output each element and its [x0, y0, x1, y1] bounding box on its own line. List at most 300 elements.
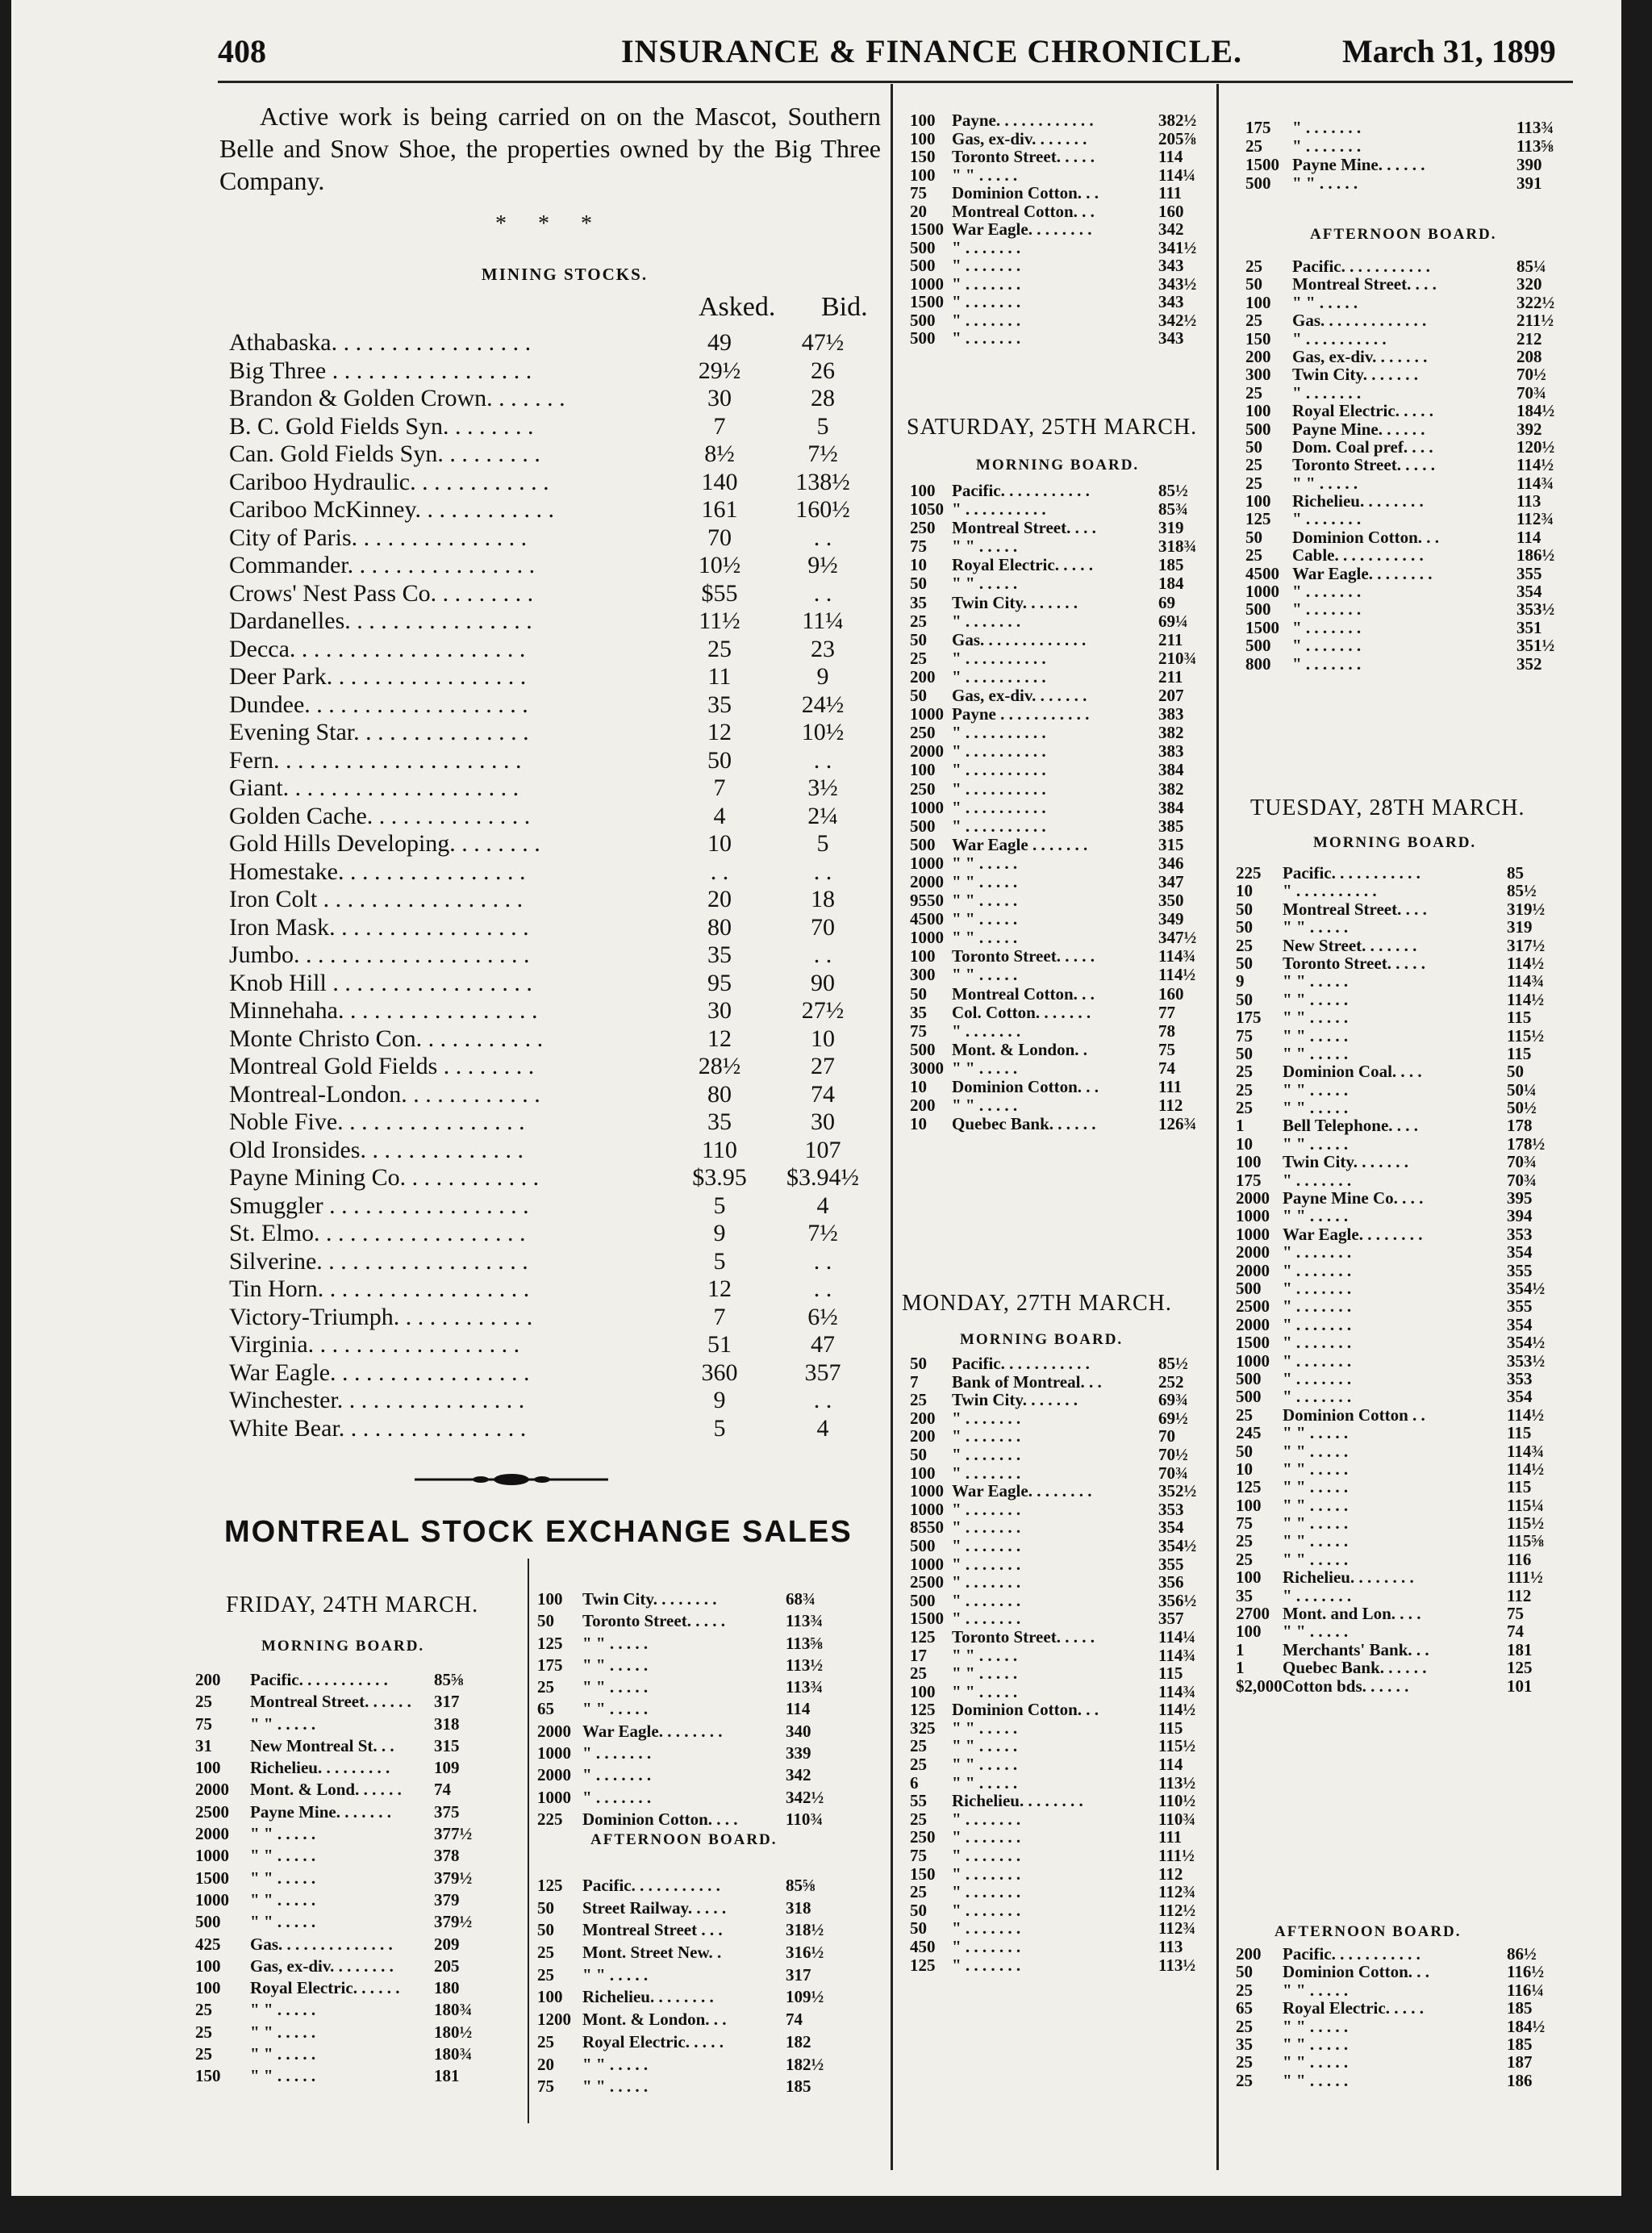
- sale-quantity: 25: [1236, 1404, 1253, 1425]
- sale-quantity: 50: [537, 1897, 554, 1918]
- sale-stock: " " . . . . .: [952, 965, 1018, 985]
- sale-stock: " . . . . . . . . . .: [952, 778, 1046, 799]
- sale-quantity: 245: [1236, 1423, 1262, 1443]
- sale-stock: Montreal Cotton. . .: [952, 201, 1095, 221]
- sale-stock: Montreal Street. . . .: [952, 518, 1096, 538]
- sale-quantity: 1000: [195, 1889, 229, 1910]
- sale-stock: Royal Electric. . . . .: [1283, 1998, 1424, 2018]
- stock-name: War Eagle. . . . . . . . . . . . . . . . .: [229, 1359, 530, 1386]
- sale-stock: " . . . . . . .: [952, 1408, 1021, 1428]
- sale-price: 353: [1158, 1499, 1184, 1519]
- sale-price: 353½: [1507, 1350, 1546, 1371]
- sale-price: 356½: [1158, 1590, 1197, 1610]
- sale-stock: Payne. . . . . . . . . . . .: [952, 111, 1094, 130]
- sale-quantity: 35: [1236, 2034, 1253, 2054]
- bid-price: . .: [813, 1247, 832, 1275]
- sale-stock: " . . . . . . .: [1283, 1278, 1352, 1298]
- sale-stock: Richelieu. . . . . . . . .: [250, 1758, 390, 1778]
- sale-stock: Mont. & London. . .: [582, 2010, 727, 2030]
- bid-price: 160½: [795, 496, 850, 523]
- sale-stock: Payne Mine. . . . . .: [1292, 155, 1425, 174]
- stock-name: Payne Mining Co. . . . . . . . . . . .: [229, 1164, 540, 1191]
- sale-quantity: 1000: [910, 1499, 944, 1519]
- sale-quantity: 25: [1236, 2016, 1253, 2036]
- sale-price: 116¼: [1507, 1980, 1545, 2000]
- sale-stock: Mont. & London. .: [952, 1039, 1088, 1059]
- saturday-morning-board-label: MORNING BOARD.: [976, 457, 1140, 474]
- sale-stock: " . . . . . . .: [952, 328, 1021, 348]
- sale-quantity: 20: [537, 2054, 554, 2074]
- stock-name: City of Paris. . . . . . . . . . . . . . .: [229, 524, 528, 551]
- sale-stock: Dominion Cotton . .: [1283, 1404, 1425, 1425]
- sale-stock: " " . . . . .: [1292, 473, 1358, 493]
- sale-quantity: $2,000: [1236, 1676, 1283, 1696]
- sale-price: 210¾: [1158, 648, 1197, 668]
- sale-quantity: 4500: [1245, 563, 1279, 583]
- sale-stock: " . . . . . . . . . .: [952, 760, 1046, 780]
- sale-quantity: 325: [910, 1718, 936, 1738]
- sale-price: 120½: [1516, 436, 1555, 457]
- sale-price: 318: [434, 1713, 460, 1734]
- sale-quantity: 25: [910, 1390, 927, 1410]
- sale-quantity: 2000: [537, 1765, 571, 1785]
- sale-price: 383: [1158, 741, 1184, 762]
- asked-price: 5: [713, 1247, 726, 1275]
- sale-price: 375: [434, 1801, 460, 1822]
- stock-name: Iron Mask. . . . . . . . . . . . . . . . .: [229, 913, 529, 941]
- sale-quantity: 450: [910, 1937, 936, 1956]
- sale-price: 186: [1507, 2070, 1533, 2090]
- sale-stock: " " . . . . .: [582, 1633, 649, 1653]
- sale-price: 318: [786, 1897, 811, 1918]
- stock-name: Decca. . . . . . . . . . . . . . . . . . . .: [229, 635, 526, 662]
- sale-stock: " . . . . . . .: [1292, 636, 1362, 656]
- sale-stock: " " . . . . .: [1283, 1495, 1349, 1515]
- sale-quantity: 1000: [910, 928, 944, 948]
- sale-quantity: 1000: [910, 273, 944, 294]
- asked-price: 7: [713, 412, 726, 440]
- sale-price: 113½: [1158, 1955, 1196, 1975]
- sale-stock: Toronto Street. . . . .: [952, 1626, 1095, 1647]
- sale-price: 354: [1516, 582, 1542, 602]
- sale-quantity: 2000: [910, 741, 944, 762]
- sale-quantity: 2500: [910, 1572, 944, 1592]
- sale-price: 356: [1158, 1572, 1184, 1592]
- sale-stock: " . . . . . . .: [952, 1572, 1021, 1592]
- sale-stock: " . . . . . . . . . .: [952, 797, 1046, 817]
- sale-quantity: 3000: [910, 1058, 944, 1078]
- bid-price: 18: [811, 886, 835, 912]
- sale-price: 354½: [1507, 1333, 1546, 1353]
- sale-price: 394: [1507, 1206, 1533, 1226]
- sale-quantity: 500: [1245, 636, 1271, 656]
- stock-name: Virginia. . . . . . . . . . . . . . . . . .: [229, 1331, 520, 1358]
- sale-stock: Payne . . . . . . . . . . .: [952, 704, 1090, 724]
- sale-quantity: 500: [910, 834, 936, 854]
- sale-price: 114½: [1158, 965, 1196, 985]
- issue-date: March 31, 1899: [1342, 33, 1556, 69]
- sale-quantity: 200: [910, 1096, 936, 1116]
- sale-stock: " " . . . . .: [952, 871, 1018, 891]
- sale-price: 85½: [1158, 481, 1188, 500]
- sale-quantity: 1000: [910, 1481, 944, 1501]
- sale-stock: " . . . . . . .: [1283, 1170, 1352, 1190]
- sale-price: 111: [1158, 183, 1183, 202]
- sale-quantity: 100: [195, 1758, 221, 1778]
- sale-price: 112½: [1158, 1900, 1196, 1920]
- sale-price: 318½: [786, 1920, 824, 1940]
- sale-stock: Cable. . . . . . . . . . .: [1292, 545, 1424, 566]
- sale-stock: Pacific. . . . . . . . . . .: [952, 1354, 1090, 1373]
- sale-stock: " . . . . . . .: [952, 1937, 1021, 1956]
- sale-price: 351½: [1516, 636, 1555, 656]
- sale-quantity: 250: [910, 518, 936, 538]
- sale-price: 384: [1158, 797, 1184, 817]
- sale-price: 392: [1516, 419, 1542, 439]
- monday-morning-board-label: MORNING BOARD.: [960, 1331, 1124, 1348]
- sale-quantity: 150: [910, 147, 936, 166]
- sale-quantity: 100: [910, 1681, 936, 1701]
- sale-quantity: 125: [537, 1633, 563, 1653]
- sale-price: 382½: [1158, 111, 1197, 130]
- sale-quantity: 75: [195, 1713, 212, 1734]
- sale-quantity: 50: [910, 629, 927, 649]
- sale-quantity: 25: [1236, 1549, 1253, 1569]
- sale-stock: War Eagle. . . . . . . .: [1283, 1224, 1423, 1244]
- asked-price: 140: [701, 468, 738, 495]
- sale-price: 74: [786, 2010, 803, 2030]
- sale-price: 113: [1516, 491, 1541, 511]
- sale-quantity: 50: [1236, 1441, 1253, 1461]
- sale-quantity: 250: [910, 778, 936, 799]
- sale-stock: " . . . . . . .: [1283, 1314, 1352, 1334]
- sale-price: 68¾: [786, 1589, 816, 1609]
- sale-stock: " " . . . . .: [952, 1755, 1018, 1775]
- friday-heading: FRIDAY, 24TH MARCH.: [226, 1592, 479, 1617]
- stock-name: Giant. . . . . . . . . . . . . . . . . . . .: [229, 774, 519, 801]
- sale-stock: Gas. . . . . . . . . . . . .: [1292, 311, 1427, 331]
- bid-price: 9½: [807, 552, 838, 578]
- bid-price: 26: [811, 357, 835, 384]
- asked-price: 35: [707, 1108, 732, 1135]
- sale-price: 211: [1158, 666, 1183, 687]
- sale-stock: " " . . . . .: [1283, 1206, 1349, 1226]
- asked-price: 28½: [698, 1053, 741, 1079]
- stock-name: Big Three . . . . . . . . . . . . . . . . .: [229, 357, 532, 384]
- sale-stock: " . . . . . . .: [952, 256, 1021, 275]
- sale-stock: " . . . . . . .: [952, 1463, 1021, 1483]
- sale-price: 353: [1507, 1224, 1533, 1244]
- header-rule: [218, 81, 1573, 83]
- sale-price: 349: [1158, 909, 1184, 929]
- sale-quantity: 200: [195, 1670, 221, 1689]
- sale-price: 114¾: [1507, 971, 1545, 991]
- sale-quantity: 25: [1236, 2052, 1253, 2072]
- sale-price: 113½: [786, 1655, 824, 1675]
- sale-stock: Pacific. . . . . . . . . . .: [1283, 863, 1420, 883]
- sale-quantity: 50: [1236, 1962, 1253, 1982]
- stock-name: Minnehaha. . . . . . . . . . . . . . . . .: [229, 997, 538, 1024]
- sale-price: 180¾: [434, 2000, 473, 2020]
- bid-price: 4: [816, 1192, 829, 1219]
- sale-quantity: 25: [910, 1736, 927, 1756]
- tuesday-heading: TUESDAY, 28TH MARCH.: [1250, 795, 1525, 820]
- sale-quantity: 200: [910, 666, 936, 687]
- sale-stock: " " . . . . .: [1283, 2016, 1349, 2036]
- monday-afternoon-board-label: AFTERNOON BOARD.: [1310, 226, 1497, 243]
- sale-stock: " " . . . . .: [952, 165, 1018, 185]
- sale-stock: " . . . . . . .: [582, 1765, 652, 1785]
- sale-stock: New Montreal St. . .: [250, 1735, 394, 1755]
- sale-stock: " . . . . . . .: [952, 1426, 1021, 1446]
- sale-stock: " . . . . . . .: [952, 1918, 1021, 1939]
- sale-quantity: 1500: [195, 1868, 229, 1888]
- sale-price: 113⅝: [1516, 136, 1554, 156]
- asked-price: $3.95: [692, 1164, 747, 1191]
- sale-quantity: 150: [1245, 328, 1271, 349]
- sale-price: 110¾: [786, 1809, 824, 1829]
- sale-price: 212: [1516, 328, 1542, 349]
- sale-quantity: 1000: [910, 704, 944, 724]
- sale-quantity: 10: [1236, 881, 1253, 901]
- sale-price: 114¾: [1158, 1645, 1196, 1665]
- sale-quantity: 50: [537, 1920, 554, 1940]
- sale-quantity: 100: [1245, 401, 1271, 421]
- sale-quantity: 25: [910, 1809, 927, 1829]
- sale-stock: Col. Cotton. . . . . . .: [952, 1002, 1091, 1022]
- section-separator: * * *: [495, 211, 605, 236]
- sale-price: 114¼: [1158, 165, 1196, 185]
- bid-price: . .: [813, 1387, 832, 1413]
- sale-stock: " " . . . . .: [250, 2022, 316, 2042]
- bid-price: 11¼: [802, 607, 844, 634]
- sale-price: 112: [1507, 1585, 1532, 1605]
- sale-price: 85½: [1158, 1354, 1188, 1373]
- sale-price: 69: [1158, 592, 1175, 612]
- sale-stock: Mont. Street New. .: [582, 1943, 722, 1963]
- sale-quantity: 25: [537, 1677, 554, 1697]
- sale-stock: " . . . . . . .: [1292, 653, 1362, 674]
- sale-price: 378: [434, 1846, 460, 1866]
- sale-stock: Montreal Street. . . .: [1292, 274, 1437, 294]
- sale-price: 112: [1158, 1864, 1183, 1884]
- sale-stock: Richelieu. . . . . . . .: [1292, 491, 1424, 511]
- asked-price: 5: [713, 1192, 726, 1219]
- sale-stock: " . . . . . . . . . .: [952, 648, 1046, 668]
- bid-price: 27: [811, 1053, 835, 1079]
- bid-price: 2¼: [807, 802, 838, 829]
- sale-quantity: 50: [910, 1900, 927, 1920]
- sale-quantity: 25: [1245, 473, 1262, 493]
- sale-price: 342½: [786, 1787, 824, 1807]
- bid-price: . .: [813, 524, 832, 551]
- sale-quantity: 25: [910, 1882, 927, 1902]
- sale-price: 185: [786, 2076, 811, 2097]
- sale-price: 390: [1516, 155, 1542, 174]
- sale-quantity: 2000: [1236, 1242, 1270, 1263]
- monday-heading: MONDAY, 27TH MARCH.: [902, 1291, 1172, 1316]
- sale-quantity: 1000: [537, 1743, 571, 1763]
- sale-stock: " " . . . . .: [250, 1868, 316, 1888]
- sale-stock: " . . . . . . .: [952, 1021, 1021, 1041]
- sale-stock: " " . . . . .: [1283, 971, 1349, 991]
- stock-name: Jumbo. . . . . . . . . . . . . . . . . . . .: [229, 941, 530, 968]
- sale-quantity: 100: [910, 946, 936, 966]
- sale-stock: Gas. . . . . . . . . . . . . .: [250, 1934, 393, 1954]
- sale-price: 111½: [1507, 1567, 1543, 1588]
- sale-stock: " . . . . . . .: [952, 273, 1021, 294]
- sale-quantity: 100: [1236, 1622, 1262, 1642]
- sale-quantity: 175: [1245, 118, 1271, 137]
- sale-stock: " . . . . . . .: [952, 1864, 1021, 1884]
- sale-price: 343: [1158, 292, 1184, 311]
- sale-price: 187: [1507, 2052, 1533, 2072]
- sale-quantity: 10: [910, 555, 927, 575]
- sale-quantity: 50: [1236, 917, 1253, 937]
- sale-quantity: 17: [910, 1645, 927, 1665]
- stock-name: Golden Cache. . . . . . . . . . . . . .: [229, 802, 531, 829]
- sale-price: 114¾: [1158, 946, 1196, 966]
- sale-stock: " . . . . . . .: [1292, 599, 1362, 620]
- asked-price: 25: [707, 635, 732, 662]
- sale-price: 115: [1507, 1423, 1532, 1443]
- sale-quantity: 500: [910, 1590, 936, 1610]
- sale-quantity: 2700: [1236, 1604, 1270, 1624]
- sale-stock: Pacific. . . . . . . . . . .: [1292, 257, 1430, 276]
- sale-stock: " . . . . . . .: [1283, 1350, 1352, 1371]
- sale-quantity: 1500: [1245, 617, 1279, 637]
- sale-quantity: 50: [1236, 899, 1253, 919]
- sale-stock: " . . . . . . .: [952, 1535, 1021, 1555]
- sale-quantity: 35: [910, 592, 927, 612]
- sale-stock: Gas, ex-div. . . . . . .: [952, 686, 1087, 706]
- sale-stock: " . . . . . . .: [1292, 136, 1362, 156]
- sale-quantity: 25: [195, 2022, 212, 2042]
- bid-price: 7½: [807, 1220, 838, 1246]
- journal-title: INSURANCE & FINANCE CHRONICLE.: [621, 33, 1243, 69]
- sale-quantity: 25: [195, 2044, 212, 2064]
- sale-stock: War Eagle. . . . . . . .: [1292, 563, 1433, 583]
- sale-price: 343: [1158, 256, 1184, 275]
- sale-quantity: 150: [195, 2066, 221, 2086]
- sale-quantity: 10: [910, 1114, 927, 1134]
- bid-price: . .: [813, 858, 832, 885]
- sale-price: 354: [1507, 1314, 1533, 1334]
- sale-stock: Montreal Street . . .: [582, 1920, 723, 1940]
- bid-price: 9: [816, 663, 829, 690]
- sale-price: 355: [1507, 1260, 1533, 1280]
- asked-price: 11: [707, 663, 732, 690]
- sale-price: 340: [786, 1721, 811, 1741]
- column-divider: [528, 1559, 529, 2123]
- sale-price: 115½: [1507, 1513, 1545, 1534]
- sale-quantity: 25: [1236, 1980, 1253, 2000]
- sale-stock: " . . . . . . . . . .: [952, 666, 1046, 687]
- sale-price: 211½: [1516, 311, 1554, 331]
- mining-stocks-title: MINING STOCKS.: [481, 265, 649, 284]
- sale-stock: " . . . . . . .: [1283, 1368, 1352, 1388]
- sale-price: 114¾: [1158, 1681, 1196, 1701]
- sale-price: 69¾: [1158, 1390, 1188, 1410]
- sale-stock: Pacific. . . . . . . . . . .: [250, 1670, 388, 1689]
- sale-quantity: 65: [1236, 1998, 1253, 2018]
- sale-quantity: 100: [910, 760, 936, 780]
- sale-stock: " . . . . . . . . . .: [952, 741, 1046, 762]
- sale-quantity: 500: [1245, 419, 1271, 439]
- sale-stock: Mont. & Lond. . . . . .: [250, 1780, 402, 1800]
- sale-stock: " . . . . . . . . . .: [952, 723, 1046, 743]
- sale-stock: Gas, ex-div. . . . . . .: [1292, 346, 1428, 366]
- exchange-sales-title: MONTREAL STOCK EXCHANGE SALES: [224, 1515, 853, 1549]
- sale-stock: Montreal Cotton. . .: [952, 983, 1095, 1004]
- sale-price: 115¼: [1507, 1495, 1545, 1515]
- sale-quantity: 125: [910, 1626, 936, 1647]
- sale-price: 342: [1158, 219, 1184, 239]
- sale-stock: Royal Electric. . . . .: [582, 2031, 724, 2051]
- sale-stock: Quebec Bank. . . . . .: [1283, 1658, 1427, 1678]
- sale-stock: " " . . . . .: [952, 853, 1018, 873]
- asked-price: 35: [707, 941, 732, 968]
- sale-stock: " . . . . . . .: [952, 611, 1021, 631]
- sale-stock: Montreal Street. . . .: [1283, 899, 1427, 919]
- sale-stock: Street Railway. . . . .: [582, 1897, 727, 1918]
- sale-stock: " . . . . . . .: [952, 292, 1021, 311]
- sale-quantity: 25: [1236, 1098, 1253, 1118]
- sale-quantity: 300: [910, 965, 936, 985]
- sale-quantity: 55: [910, 1791, 927, 1811]
- sale-price: 85⅝: [786, 1876, 816, 1895]
- sale-stock: Twin City. . . . . . .: [952, 1390, 1078, 1410]
- sale-quantity: 200: [910, 1426, 936, 1446]
- sale-price: 114½: [1507, 989, 1545, 1009]
- sale-price: 319: [1158, 518, 1184, 538]
- stock-name: Can. Gold Fields Syn. . . . . . . . .: [229, 440, 540, 467]
- sale-quantity: 25: [1236, 1079, 1253, 1100]
- sale-stock: Quebec Bank. . . . . .: [952, 1114, 1096, 1134]
- stock-name: Evening Star. . . . . . . . . . . . . . .: [229, 719, 529, 745]
- sale-price: 115: [1158, 1718, 1183, 1738]
- sale-price: 319: [1507, 917, 1533, 937]
- sale-price: 115: [1507, 1043, 1532, 1063]
- sale-price: 209: [434, 1934, 460, 1954]
- sale-quantity: 25: [1245, 257, 1262, 276]
- sale-price: 315: [1158, 834, 1184, 854]
- sale-price: 116: [1507, 1549, 1532, 1569]
- sale-stock: " " . . . . .: [952, 1718, 1018, 1738]
- sale-quantity: 4500: [910, 909, 944, 929]
- sale-quantity: 25: [1236, 2070, 1253, 2090]
- sale-quantity: 500: [195, 1912, 221, 1932]
- sale-stock: " " . . . . .: [952, 536, 1018, 557]
- sale-price: 319½: [1507, 899, 1546, 919]
- sale-stock: " . . . . . . . . . .: [952, 499, 1046, 520]
- asked-price: 29½: [698, 357, 741, 384]
- sale-stock: " " . . . . .: [582, 1964, 649, 1985]
- sale-price: 113¾: [1516, 118, 1554, 137]
- sale-price: 112¾: [1516, 509, 1554, 529]
- sale-price: 353½: [1516, 599, 1555, 620]
- sale-quantity: 65: [537, 1699, 554, 1719]
- sale-price: 75: [1158, 1039, 1175, 1059]
- sale-stock: War Eagle. . . . . . . .: [952, 1481, 1092, 1501]
- sale-quantity: 1500: [1236, 1333, 1270, 1353]
- sale-price: 185: [1158, 555, 1184, 575]
- sale-price: 111: [1158, 1827, 1183, 1847]
- sale-price: 352½: [1158, 1481, 1197, 1501]
- sale-price: 160: [1158, 983, 1184, 1004]
- asked-price: 110: [702, 1136, 737, 1163]
- sale-quantity: 25: [1245, 311, 1262, 331]
